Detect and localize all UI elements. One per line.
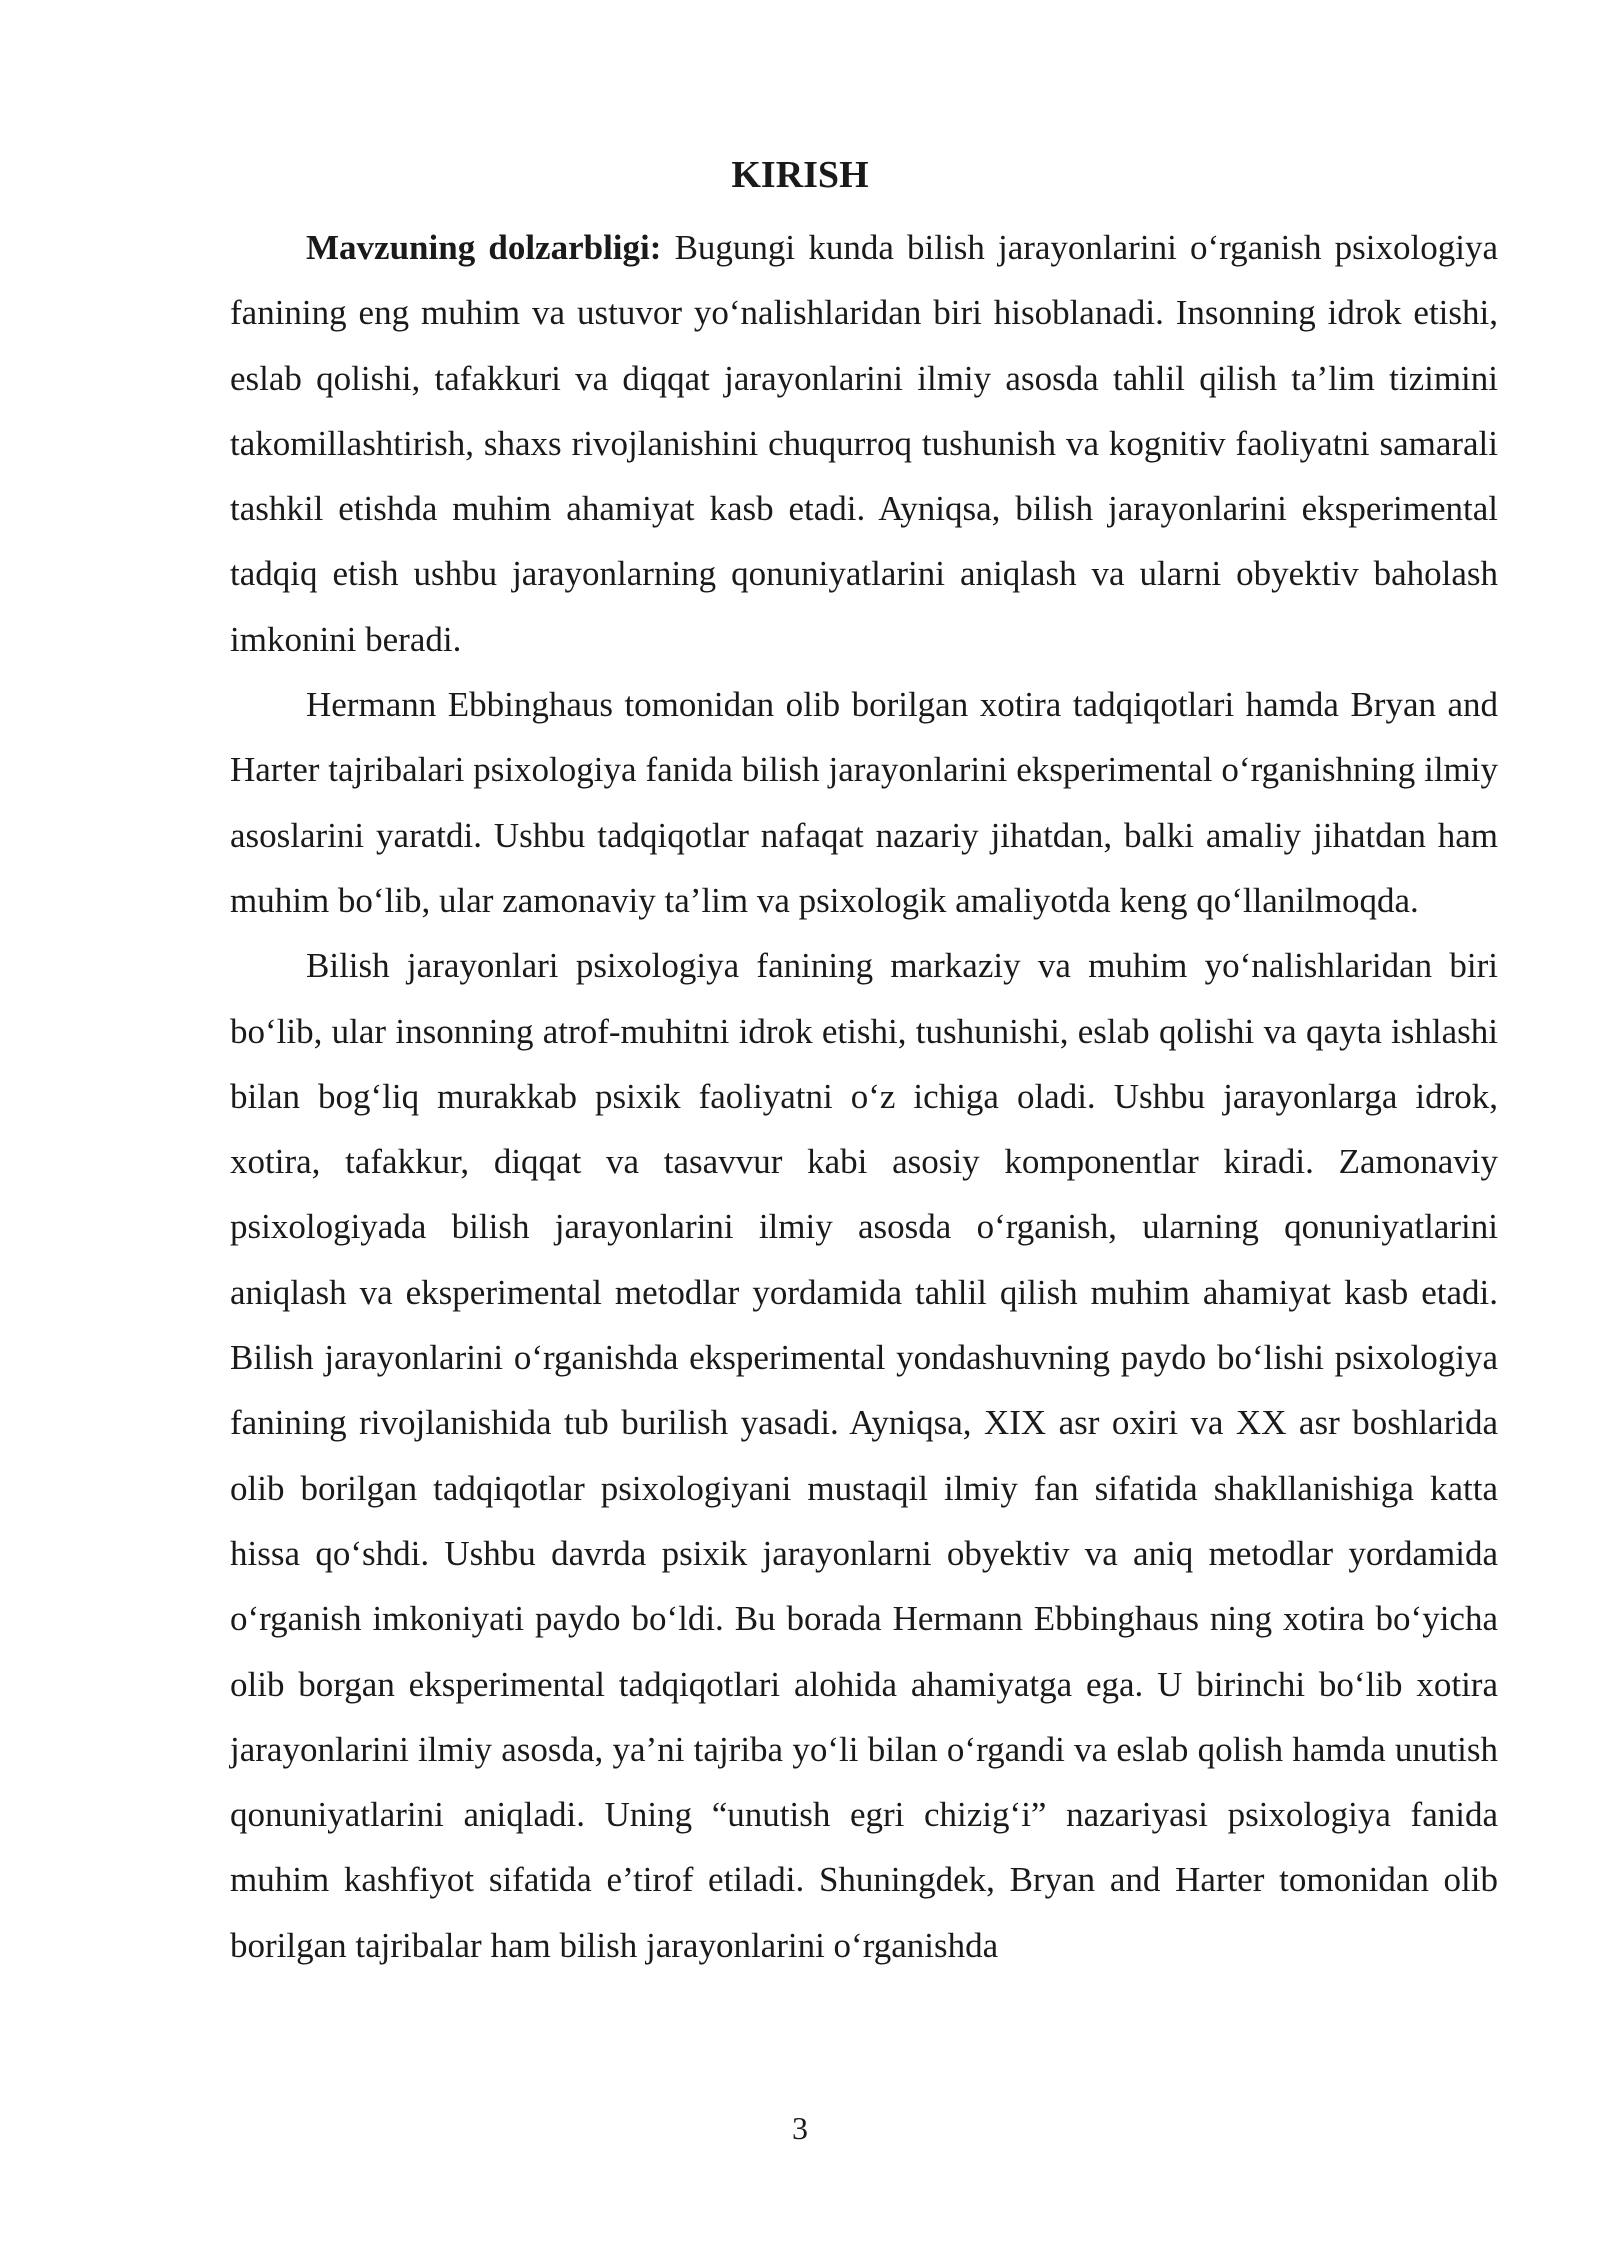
page-number: 3 bbox=[792, 2110, 808, 2146]
paragraph-text: Bilish jarayonlari psixologiya fanining markaziy va muhim yo‘nalishlaridan biri bo‘lib, ular insonning atrof-muhitni idrok etishi, tushunishi, eslab qolishi va qayta ishlashi bilan bog‘liq murakkab psixik faoliyatni o‘z ichiga oladi. Ushbu jarayonlarga idrok, xotira, tafakkur, diqqat va tasavvur kabi asosiy komponentlar kiradi. Zamonaviy psixologiyada bilish jarayonlarini ilmiy asosda o‘rganish, ularning qonuniyatlarini aniqlash va eksperimental metodlar yordamida tahlil qilish muhim ahamiyat kasb etadi. Bilish jarayonlarini o‘rganishda eksperimental yondashuvning paydo bo‘lishi psixologiya fanining rivojlanishida tub burilish yasadi. Ayniqsa, XIX asr oxiri va XX asr boshlarida olib borilgan tadqiqotlar psixologiyani mustaqil ilmiy fan sifatida shakllanishiga katta hissa qo‘shdi. Ushbu davrda psixik jarayonlarni obyektiv va aniq metodlar yordamida o‘rganish imkoniyati paydo bo‘ldi. Bu borada Hermann Ebbinghaus ning xotira bo‘yicha olib borgan eksperimental tadqiqotlari alohida ahamiyatga ega. U birinchi bo‘lib xotira jarayonlarini ilmiy asosda, ya’ni tajriba yo‘li bilan o‘rgandi va eslab qolish hamda unutish qonuniyatlarini aniqladi. Uning “unutish egri chizig‘i” nazariyasi psixologiya fanida muhim kashfiyot sifatida e’tirof etiladi. Shuningdek, Bryan and Harter tomonidan olib borilgan tajribalar ham bilish jarayonlarini o‘rganishda bbox=[230, 946, 1498, 1965]
paragraph-ebbinghaus bbox=[230, 672, 1498, 933]
page-title: KIRISH bbox=[731, 154, 869, 196]
paragraph-relevance bbox=[230, 215, 1498, 672]
paragraph-text: Hermann Ebbinghaus tomonidan olib borilgan xotira tadqiqotlari hamda Bryan and Harter tajribalari psixologiya fanida bilish jarayonlarini eksperimental o‘rganishning ilmiy asoslarini yaratdi. Ushbu tadqiqotlar nafaqat nazariy jihatdan, balki amaliy jihatdan ham muhim bo‘lib, ular zamonaviy ta’lim va psixologik amaliyotda keng qo‘llanilmoqda. bbox=[230, 685, 1498, 920]
body-text bbox=[230, 215, 1498, 1978]
paragraph-cognitive-processes bbox=[230, 933, 1498, 1978]
paragraph-lead: Mavzuning dolzarbligi: bbox=[306, 228, 662, 267]
paragraph-text: Bugungi kunda bilish jarayonlarini o‘rganish psixologiya fanining eng muhim va ustuvor yo‘nalishlaridan biri hisoblanadi. Insonning idrok etishi, eslab qolishi, tafakkuri va diqqat jarayonlarini ilmiy asosda tahlil qilish ta’lim tizimini takomillashtirish, shaxs rivojlanishini chuqurroq tushunish va kognitiv faoliyatni samarali tashkil etishda muhim ahamiyat kasb etadi. Ayniqsa, bilish jarayonlarini eksperimental tadqiq etish ushbu jarayonlarning qonuniyatlarini aniqlash va ularni obyektiv baholash imkonini beradi. bbox=[230, 228, 1499, 659]
